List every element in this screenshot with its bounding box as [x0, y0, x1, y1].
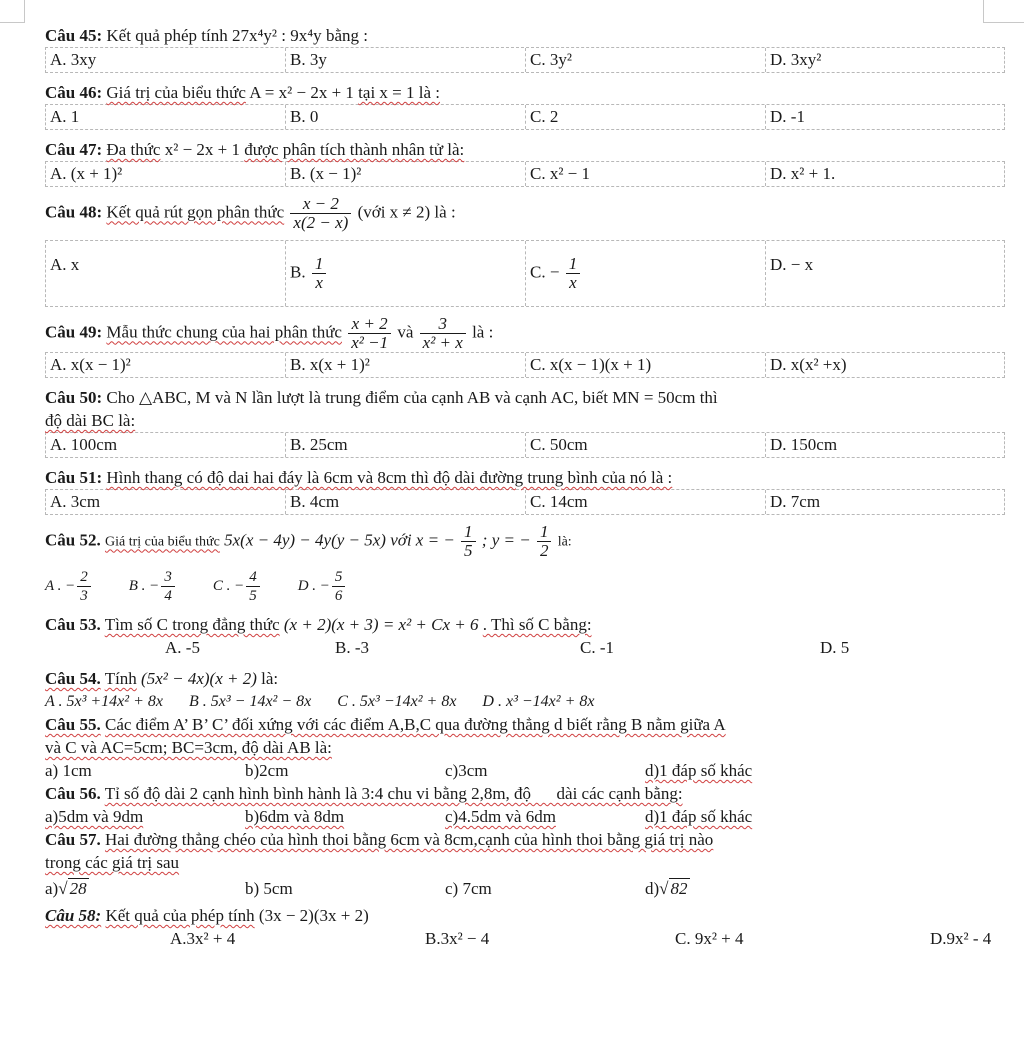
answer-c[interactable] — [213, 568, 262, 605]
question-text: Giá trị của biểu thức — [104, 534, 220, 550]
question-58 — [45, 904, 1005, 927]
answer-a[interactable]: A. -5 — [165, 638, 200, 657]
question-text: Kết quả của phép tính — [105, 906, 255, 925]
question-57 — [45, 828, 1005, 851]
answer-a[interactable] — [45, 874, 245, 904]
fraction-denominator: x — [569, 273, 577, 292]
answer-b[interactable]: B. -3 — [335, 638, 369, 657]
page-corner-left — [0, 0, 25, 23]
fraction-denominator: x² −1 — [351, 333, 389, 352]
answer-a[interactable]: A . 5x³ +14x² + 8x — [45, 693, 163, 710]
answer-prefix: C. − — [530, 262, 560, 282]
fraction — [312, 255, 327, 292]
answer-table-46 — [45, 104, 1005, 130]
math-expression: ; y = − — [481, 530, 531, 550]
fraction-denominator: 6 — [334, 588, 343, 604]
question-56 — [45, 782, 1005, 805]
fraction-numerator: 1 — [461, 523, 476, 542]
question-text: là: — [261, 669, 279, 688]
answer-d[interactable]: D. x(x² +x) — [770, 355, 847, 374]
answer-row-53 — [45, 636, 1005, 659]
fraction-numerator: 4 — [246, 568, 260, 587]
answer-b[interactable]: b)6dm và 8dm — [245, 807, 345, 826]
answer-d[interactable]: D. 7cm — [770, 492, 821, 511]
question-text: được phân tích thành nhân tử là: — [244, 140, 465, 159]
answer-prefix: B. — [290, 262, 306, 282]
math-expression: 5x(x − 4y) − 4y(y − 5x) với x = − — [224, 530, 455, 550]
answer-a[interactable] — [45, 568, 93, 605]
fraction — [161, 568, 175, 605]
fraction-numerator: x + 2 — [348, 315, 391, 334]
question-51 — [45, 466, 1005, 489]
fraction-denominator: 3 — [80, 588, 88, 604]
answer-c[interactable]: C . 5x³ −14x² + 8x — [337, 693, 457, 710]
question-52 — [45, 523, 1005, 560]
answer-table-48 — [45, 240, 1005, 307]
answer-a[interactable]: A. (x + 1)² — [46, 162, 286, 186]
question-label: Câu 56. — [45, 784, 101, 803]
fraction — [566, 255, 581, 292]
fraction-denominator: x² + x — [422, 333, 463, 352]
answer-table-50 — [45, 432, 1005, 458]
question-label: Câu 45: — [45, 26, 103, 45]
answer-a[interactable]: a) 1cm — [45, 761, 92, 780]
question-text: Giá trị của biểu thức — [106, 83, 246, 102]
question-50 — [45, 386, 1005, 409]
answer-prefix: D . − — [297, 577, 330, 594]
question-text: là: — [557, 534, 572, 550]
answer-table-49 — [45, 352, 1005, 378]
answer-d[interactable]: D.9x² - 4 — [930, 929, 992, 948]
answer-c[interactable]: c)4.5dm và 6dm — [445, 807, 556, 826]
answer-table-45 — [45, 47, 1005, 73]
question-text-continued: trong các giá trị sau — [45, 853, 180, 872]
question-text: Tìm số C trong đẳng thức — [104, 615, 280, 634]
answer-a[interactable]: A. x(x − 1)² — [46, 353, 286, 377]
answer-c[interactable]: C. x² − 1 — [526, 162, 766, 186]
question-text: Hình thang có độ dai hai đáy là 6cm và 8cm thì độ dài đường trung bình của nó là : — [106, 468, 673, 487]
answer-a[interactable]: A. 3xy — [46, 48, 286, 72]
answer-c[interactable]: C. 3y² — [526, 48, 766, 72]
fraction — [332, 568, 346, 605]
answer-b[interactable]: B. x(x + 1)² — [286, 353, 526, 377]
answer-b[interactable]: B. 3y — [286, 48, 526, 72]
answer-d[interactable]: D. -1 — [770, 107, 805, 126]
fraction — [290, 195, 351, 232]
math-expression: 27x⁴y² : 9x⁴y — [232, 26, 322, 45]
answer-b[interactable] — [286, 241, 526, 306]
answer-prefix: C . − — [212, 577, 245, 594]
fraction — [537, 523, 552, 560]
question-label: Câu 57. — [45, 830, 101, 849]
question-text: bằng : — [325, 26, 368, 45]
page-corner-right — [983, 0, 1024, 23]
question-label: Câu 48: — [45, 202, 103, 222]
answer-row-58 — [45, 927, 1005, 950]
answer-row-56 — [45, 805, 1005, 828]
math-expression: A = x² − 2x + 1 — [249, 83, 354, 102]
answer-a[interactable]: A. 3cm — [46, 490, 286, 514]
answer-row-52 — [45, 568, 1005, 605]
fraction — [461, 523, 476, 560]
answer-d[interactable]: D. x² + 1. — [770, 164, 836, 183]
fraction-numerator: x − 2 — [290, 195, 351, 214]
fraction-numerator: 3 — [420, 315, 466, 334]
fraction-denominator: 5 — [249, 588, 257, 604]
question-label: Câu 51: — [45, 468, 103, 487]
answer-a[interactable]: A. 100cm — [46, 433, 286, 457]
question-46 — [45, 81, 1005, 104]
question-label: Câu 49: — [45, 322, 103, 342]
answer-b[interactable]: B. 0 — [286, 105, 526, 129]
answer-prefix: A . − — [45, 577, 76, 594]
fraction — [246, 568, 260, 605]
question-label: Câu 58: — [45, 906, 102, 925]
sqrt-sign: √ — [659, 879, 669, 898]
fraction-numerator: 1 — [537, 523, 552, 542]
question-label: Câu 47: — [45, 140, 103, 159]
fraction-denominator: 4 — [164, 588, 172, 604]
question-text: Đa thức — [106, 140, 161, 159]
answer-d[interactable]: d)1 đáp số khác — [645, 807, 753, 826]
answer-b[interactable] — [129, 568, 177, 605]
fraction-numerator: 1 — [312, 255, 327, 274]
math-expression: x² − 2x + 1 — [164, 140, 240, 159]
answer-row-57 — [45, 874, 1005, 904]
fraction-denominator: 5 — [464, 541, 473, 560]
question-54 — [45, 667, 1005, 690]
fraction-numerator: 5 — [332, 568, 346, 587]
answer-c[interactable]: C. 14cm — [526, 490, 766, 514]
answer-c[interactable]: C. x(x − 1)(x + 1) — [526, 353, 766, 377]
answer-b[interactable]: B.3x² − 4 — [425, 929, 490, 948]
answer-prefix: B . − — [128, 577, 160, 594]
question-label: Câu 55. — [45, 715, 101, 734]
answer-d[interactable]: D. − x — [770, 255, 814, 274]
answer-c[interactable]: C. 50cm — [526, 433, 766, 457]
answer-c[interactable]: C. 9x² + 4 — [675, 929, 744, 948]
document-page — [45, 24, 1005, 950]
answer-b[interactable]: B. 25cm — [286, 433, 526, 457]
question-text: Cho △ABC, M và N lần lượt là trung điểm của cạnh AB và cạnh AC, biết MN = 50cm thì — [106, 388, 718, 407]
radicand: 28 — [69, 879, 87, 898]
math-expression: (5x² − 4x)(x + 2) — [141, 669, 257, 688]
fraction-denominator: 2 — [539, 541, 549, 560]
answer-b[interactable]: b)2cm — [245, 761, 289, 780]
sqrt-sign: √ — [58, 879, 68, 898]
answer-row-54 — [45, 690, 1005, 713]
question-label: Câu 52. — [45, 530, 101, 550]
question-53 — [45, 613, 1005, 636]
question-text: Kết quả phép tính — [106, 26, 228, 45]
question-text: Tính — [104, 669, 137, 688]
question-47 — [45, 138, 1005, 161]
fraction — [348, 315, 391, 352]
answer-a[interactable]: A. x — [46, 241, 286, 306]
answer-c[interactable] — [526, 241, 766, 306]
fraction-numerator: 1 — [566, 255, 581, 274]
question-55 — [45, 713, 1005, 736]
answer-b[interactable]: B. 4cm — [286, 490, 526, 514]
question-48 — [45, 195, 1005, 232]
question-49 — [45, 315, 1005, 352]
question-text: Kết quả rút gọn phân thức — [106, 202, 285, 222]
answer-d[interactable]: D. 3xy² — [770, 50, 822, 69]
answer-c[interactable]: c)3cm — [445, 761, 488, 780]
question-text: (với x ≠ 2) là : — [357, 202, 456, 222]
question-label: Câu 54. — [45, 669, 101, 688]
question-text: tại x = 1 là : — [358, 83, 440, 102]
question-text-continued: độ dài BC là: — [45, 411, 136, 430]
question-text: Tỉ số độ dài 2 cạnh hình bình hành là 3:4 chu vi bằng 2,8m, độ dài các cạnh bằng: — [104, 784, 683, 803]
answer-b[interactable]: b) 5cm — [245, 879, 293, 898]
answer-d[interactable] — [298, 568, 348, 605]
math-expression: (x + 2)(x + 3) = x² + Cx + 6 — [283, 615, 479, 634]
answer-d[interactable]: D . x³ −14x² + 8x — [482, 693, 595, 710]
answer-b[interactable]: B . 5x³ − 14x² − 8x — [188, 693, 312, 710]
radicand: 82 — [670, 879, 688, 898]
answer-row-55 — [45, 759, 1005, 782]
question-45 — [45, 24, 1005, 47]
answer-table-47 — [45, 161, 1005, 187]
question-text: là : — [472, 322, 494, 342]
fraction — [77, 568, 91, 605]
fraction-denominator: x(2 − x) — [293, 213, 349, 232]
answer-d[interactable]: d)1 đáp số khác — [645, 761, 753, 780]
answer-d[interactable]: D. 5 — [820, 638, 850, 657]
math-expression: (3x − 2)(3x + 2) — [258, 906, 369, 925]
answer-d[interactable]: D. 150cm — [770, 435, 838, 454]
answer-table-51 — [45, 489, 1005, 515]
fraction-denominator: x — [315, 273, 323, 292]
answer-c[interactable]: c) 7cm — [445, 879, 492, 898]
answer-b[interactable]: B. (x − 1)² — [286, 162, 526, 186]
answer-a[interactable]: a)5dm và 9dm — [45, 807, 144, 826]
answer-c[interactable]: C. 2 — [526, 105, 766, 129]
question-text-continued: và C và AC=5cm; BC=3cm, độ dài AB là: — [45, 738, 332, 757]
answer-a[interactable]: A. 1 — [46, 105, 286, 129]
answer-d[interactable] — [645, 874, 845, 904]
question-text: và — [397, 322, 414, 342]
answer-prefix: a) — [45, 879, 59, 898]
question-label: Câu 46: — [45, 83, 103, 102]
question-text: Hai đường thẳng chéo của hình thoi bằng 6cm và 8cm,cạnh của hình thoi bằng giá trị nào — [104, 830, 714, 849]
fraction-numerator: 3 — [161, 568, 175, 587]
question-label: Câu 50: — [45, 388, 103, 407]
question-label: Câu 53. — [45, 615, 101, 634]
question-text: Các điểm A’ B’ C’ đối xứng với các điểm A,B,C qua đường thẳng d biết rằng B nằm giữa A — [104, 715, 726, 734]
answer-prefix: d) — [645, 879, 660, 898]
answer-a[interactable]: A.3x² + 4 — [170, 929, 236, 948]
answer-c[interactable]: C. -1 — [580, 638, 614, 657]
fraction-numerator: 2 — [77, 568, 91, 587]
question-text: . Thì số C bằng: — [482, 615, 592, 634]
question-text: Mẫu thức chung của hai phân thức — [106, 322, 342, 342]
fraction — [420, 315, 466, 352]
